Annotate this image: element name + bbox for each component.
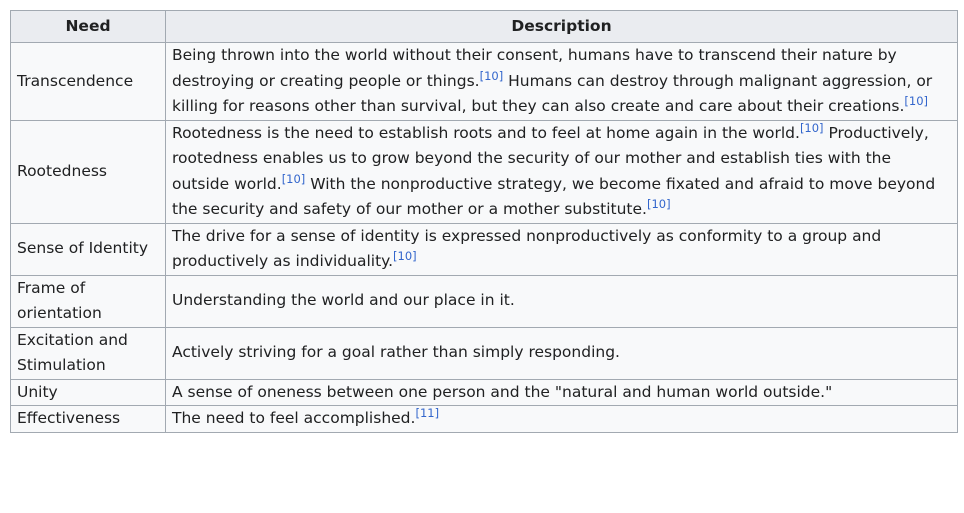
- description-text: A sense of oneness between one person and the "natural and human world outside.": [172, 382, 833, 401]
- description-text: Being thrown into the world without their consent, humans have to transcend their nature by destroying or creating people or things.: [172, 46, 897, 90]
- description-column-header: Description: [166, 11, 958, 43]
- description-cell: [166, 120, 958, 223]
- citation-link-text[interactable]: [10]: [479, 68, 504, 83]
- description-cell: [166, 223, 958, 275]
- table-row: [11, 120, 958, 223]
- table-row: [11, 327, 958, 379]
- citation-link-text[interactable]: [11]: [415, 405, 440, 420]
- description-text: Actively striving for a goal rather than simply responding.: [172, 343, 620, 362]
- citation-link-text[interactable]: [10]: [904, 93, 929, 108]
- need-column-header: Need: [11, 11, 166, 43]
- table-row: [11, 406, 958, 433]
- need-cell: Excitation and Stimulation: [11, 327, 166, 379]
- table-row: [11, 223, 958, 275]
- citation-link-text[interactable]: [10]: [799, 120, 824, 135]
- need-cell: Frame of orientation: [11, 275, 166, 327]
- citation-link[interactable]: [415, 406, 439, 420]
- description-cell: [166, 379, 958, 406]
- description-text: Rootedness is the need to establish roots and to feel at home again in the world.: [172, 123, 800, 142]
- description-text: The drive for a sense of identity is expressed nonproductively as conformity to a group and productively as individuality.: [172, 226, 882, 270]
- citation-link[interactable]: [647, 197, 671, 211]
- description-text: Humans can destroy through malignant aggression, or killing for reasons other than survival, but they can also create and care about their creations.: [172, 71, 933, 115]
- need-cell: Unity: [11, 379, 166, 406]
- header-row: [11, 11, 958, 43]
- description-text: Understanding the world and our place in it.: [172, 291, 515, 310]
- need-cell: Rootedness: [11, 120, 166, 223]
- citation-link[interactable]: [393, 249, 417, 263]
- description-cell: [166, 406, 958, 433]
- table-row: [11, 275, 958, 327]
- citation-link-text[interactable]: [10]: [393, 248, 417, 263]
- description-text: The need to feel accomplished.: [172, 409, 416, 427]
- table-body: [11, 43, 958, 433]
- need-cell: Sense of Identity: [11, 223, 166, 275]
- citation-link[interactable]: [800, 120, 824, 134]
- citation-link[interactable]: [904, 94, 928, 108]
- citation-link[interactable]: [282, 171, 306, 185]
- table-row: [11, 379, 958, 406]
- table-row: [11, 43, 958, 121]
- citation-link[interactable]: [480, 68, 504, 82]
- description-cell: [166, 327, 958, 379]
- citation-link-text[interactable]: [10]: [646, 196, 671, 211]
- description-cell: [166, 43, 958, 121]
- description-text: Productively, rootedness enables us to grow beyond the security of our mother and establish ties with the outside world.: [172, 123, 929, 193]
- description-text: With the nonproductive strategy, we become fixated and afraid to move beyond the security and safety of our mother or a mother substitute.: [172, 174, 936, 218]
- need-cell: Effectiveness: [11, 406, 166, 433]
- needs-table: [10, 10, 958, 433]
- citation-link-text[interactable]: [10]: [281, 171, 306, 186]
- need-cell: Transcendence: [11, 43, 166, 121]
- description-cell: [166, 275, 958, 327]
